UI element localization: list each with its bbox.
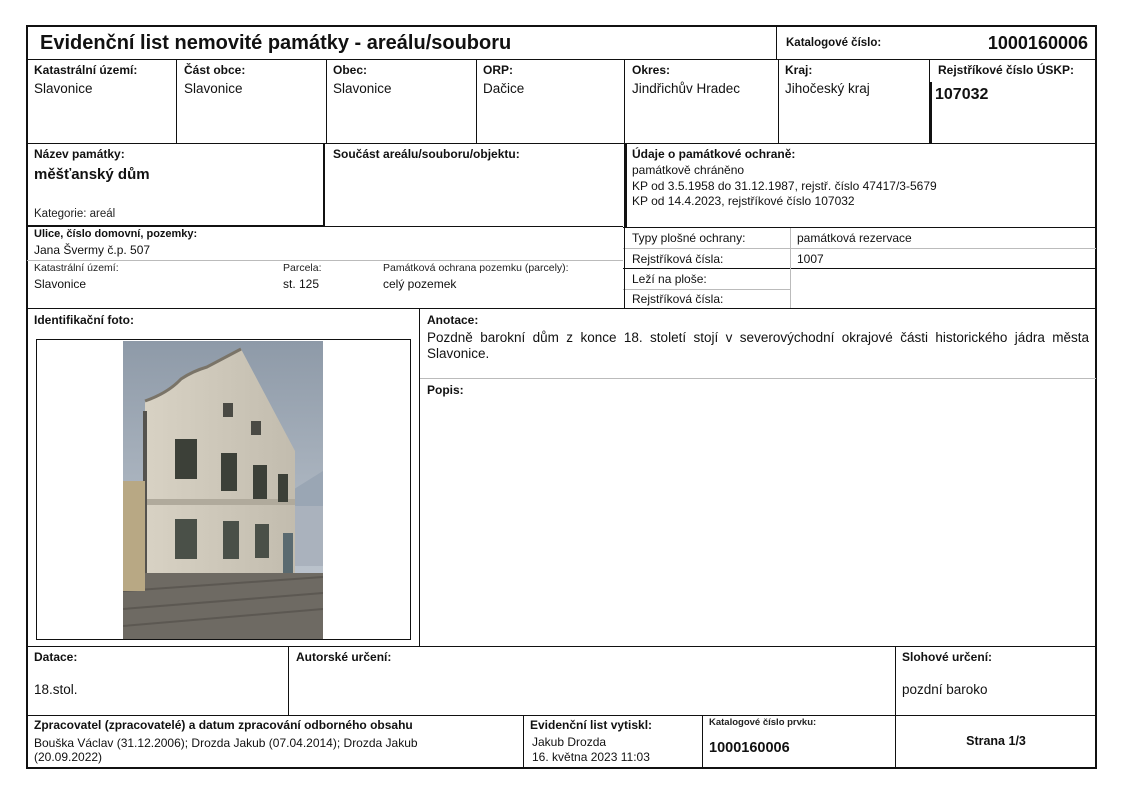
divider [326,60,327,143]
divider [895,647,896,715]
obec-label: Obec: [333,63,368,77]
typy-value: památková rezervace [797,231,912,245]
vytiskl-date: 16. května 2023 11:03 [532,750,650,764]
parcela-label: Parcela: [283,262,322,274]
divider [624,60,625,143]
name-label: Název památky: [34,147,125,161]
page-number: Strana 1/3 [966,734,1026,748]
building-photo [123,341,323,639]
zpracovatel-line: (20.09.2022) [34,750,103,764]
popis-label: Popis: [427,383,464,397]
rejstrik2-label: Rejstříková čísla: [632,292,724,306]
ku-label: Katastrální území: [34,63,138,77]
prvek-label: Katalogové číslo prvku: [709,717,817,728]
rejstrik-label: Rejstříková čísla: [632,252,724,266]
divider [419,309,420,646]
anotace-text: Pozdně barokní dům z konce 18. století stojí v severovýchodní okrajové části historického jádra města Slavonice. [427,330,1089,361]
orp-label: ORP: [483,63,513,77]
uskp-value: 107032 [935,86,989,103]
ochrana-label: Památková ochrana pozemku (parcely): [383,262,569,274]
kraj-value: Jihočeský kraj [785,81,870,96]
divider [27,308,1096,309]
zpracovatel-line: Bouška Václav (31.12.2006); Drozda Jakub (07.04.2014); Drozda Jakub [34,736,418,750]
datace-label: Datace: [34,650,78,664]
page-title: Evidenční list nemovité památky - areálu/souboru [40,32,512,54]
ochrana-value: celý pozemek [383,277,457,291]
uskp-label: Rejstříkové číslo ÚSKP: [938,63,1075,77]
cast-obce-label: Část obce: [184,63,246,77]
zpracovatel-label: Zpracovatel (zpracovatelé) a datum zpracování odborného obsahu [34,718,413,732]
autorske-label: Autorské určení: [296,650,392,664]
slohove-label: Slohové určení: [902,650,993,664]
kraj-label: Kraj: [785,63,813,77]
monument-name: měšťanský dům [34,166,150,183]
lezi-label: Leží na ploše: [632,272,707,286]
typy-label: Typy plošné ochrany: [632,231,746,245]
divider [623,289,790,290]
divider [27,715,1096,716]
divider [288,647,289,715]
divider [27,260,623,261]
protection-label: Údaje o památkové ochraně: [632,147,796,161]
cast-obce-value: Slavonice [184,81,243,96]
anotace-label: Anotace: [427,313,479,327]
address-ku-value: Slavonice [34,277,87,291]
catalog-label: Katalogové číslo: [786,37,882,49]
slohove-value: pozdní baroko [902,682,988,697]
divider [476,60,477,143]
address-label: Ulice, číslo domovní, pozemky: [34,228,198,240]
divider [420,378,1096,379]
divider [778,60,779,143]
rejstrik-value: 1007 [797,252,824,266]
okres-label: Okres: [632,63,671,77]
vytiskl-name: Jakub Drozda [532,735,607,749]
divider [623,268,1096,269]
protection-line: KP od 3.5.1958 do 31.12.1987, rejstř. číslo 47417/3-5679 [632,179,937,193]
photo-label: Identifikační foto: [34,313,134,327]
datace-value: 18.stol. [34,682,78,697]
protection-line: KP od 14.4.2023, rejstříkové číslo 107032 [632,194,855,208]
vytiskl-label: Evidenční list vytiskl: [530,718,653,732]
catalog-number: 1000160006 [987,33,1088,53]
divider [623,248,1096,249]
category: Kategorie: areál [34,208,116,220]
divider [27,646,1096,647]
prvek-value: 1000160006 [709,740,790,756]
address-value: Jana Švermy č.p. 507 [34,243,151,257]
protection-line: památkově chráněno [632,163,745,177]
okres-value: Jindřichův Hradec [632,81,741,96]
divider [790,228,791,308]
divider [523,716,524,768]
soucast-label: Součást areálu/souboru/objektu: [333,147,520,161]
orp-value: Dačice [483,81,525,96]
divider [776,26,777,59]
parcela-value: st. 125 [283,277,320,291]
ku-value: Slavonice [34,81,93,96]
divider [176,60,177,143]
address-ku-label: Katastrální území: [34,262,119,274]
obec-value: Slavonice [333,81,392,96]
divider [702,716,703,768]
divider [27,59,1096,60]
